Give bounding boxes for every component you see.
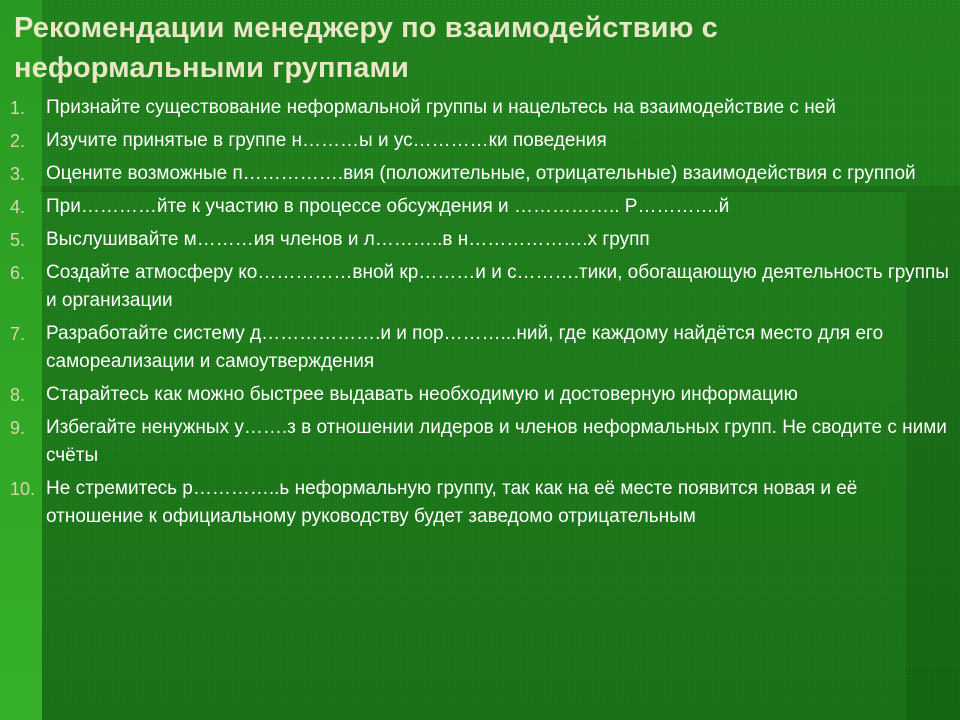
item-number: 3. bbox=[10, 164, 26, 184]
item-number: 7. bbox=[10, 324, 26, 344]
item-number: 2. bbox=[10, 131, 26, 151]
item-text: Не стремитесь р…………..ь неформальную группу, так как на её месте появится новая и её отношение к официальному руководству будет заведомо отрицательным bbox=[46, 478, 858, 527]
recommendations-list bbox=[10, 94, 950, 531]
list-item bbox=[10, 414, 950, 470]
item-number: 1. bbox=[10, 98, 26, 118]
item-text: Создайте атмосферу ко……………вной кр………и и с……….тики, обогащающую деятельность группы и организации bbox=[46, 262, 949, 311]
item-number: 9. bbox=[10, 418, 26, 438]
item-text: Признайте существование неформальной группы и нацельтесь на взаимодействие с ней bbox=[46, 97, 836, 118]
item-number: 4. bbox=[10, 197, 26, 217]
item-text: Изучите принятые в группе н………ы и ус…………ки поведения bbox=[46, 130, 607, 151]
list-item bbox=[10, 320, 950, 376]
item-text: Избегайте ненужных у…….з в отношении лидеров и членов неформальных групп. Не сводите с ними счёты bbox=[46, 417, 947, 466]
list-item bbox=[10, 226, 950, 254]
item-number: 8. bbox=[10, 385, 26, 405]
list-item bbox=[10, 127, 950, 155]
list-item bbox=[10, 475, 950, 531]
list-item bbox=[10, 160, 950, 188]
item-text: Старайтесь как можно быстрее выдавать необходимую и достоверную информацию bbox=[46, 384, 798, 405]
slide-title: Рекомендации менеджеру по взаимодействию с неформальными группами bbox=[14, 12, 718, 84]
item-text: Разработайте систему д……………….и и пор………...ний, где каждому найдётся место для его самореализации и самоутверждения bbox=[46, 323, 884, 372]
item-text: При…………йте к участию в процессе обсуждения и …………….. Р………….й bbox=[46, 196, 730, 217]
item-number: 10. bbox=[10, 479, 36, 499]
item-text: Выслушивайте м………ия членов и л………..в н……………….х групп bbox=[46, 229, 650, 250]
item-text: Оцените возможные п…………….вия (положительные, отрицательные) взаимодействия с группой bbox=[46, 163, 916, 184]
list-item bbox=[10, 193, 950, 221]
list-item bbox=[10, 381, 950, 409]
list-item bbox=[10, 259, 950, 315]
item-number: 5. bbox=[10, 230, 26, 250]
item-number: 6. bbox=[10, 263, 26, 283]
list-item bbox=[10, 94, 950, 122]
